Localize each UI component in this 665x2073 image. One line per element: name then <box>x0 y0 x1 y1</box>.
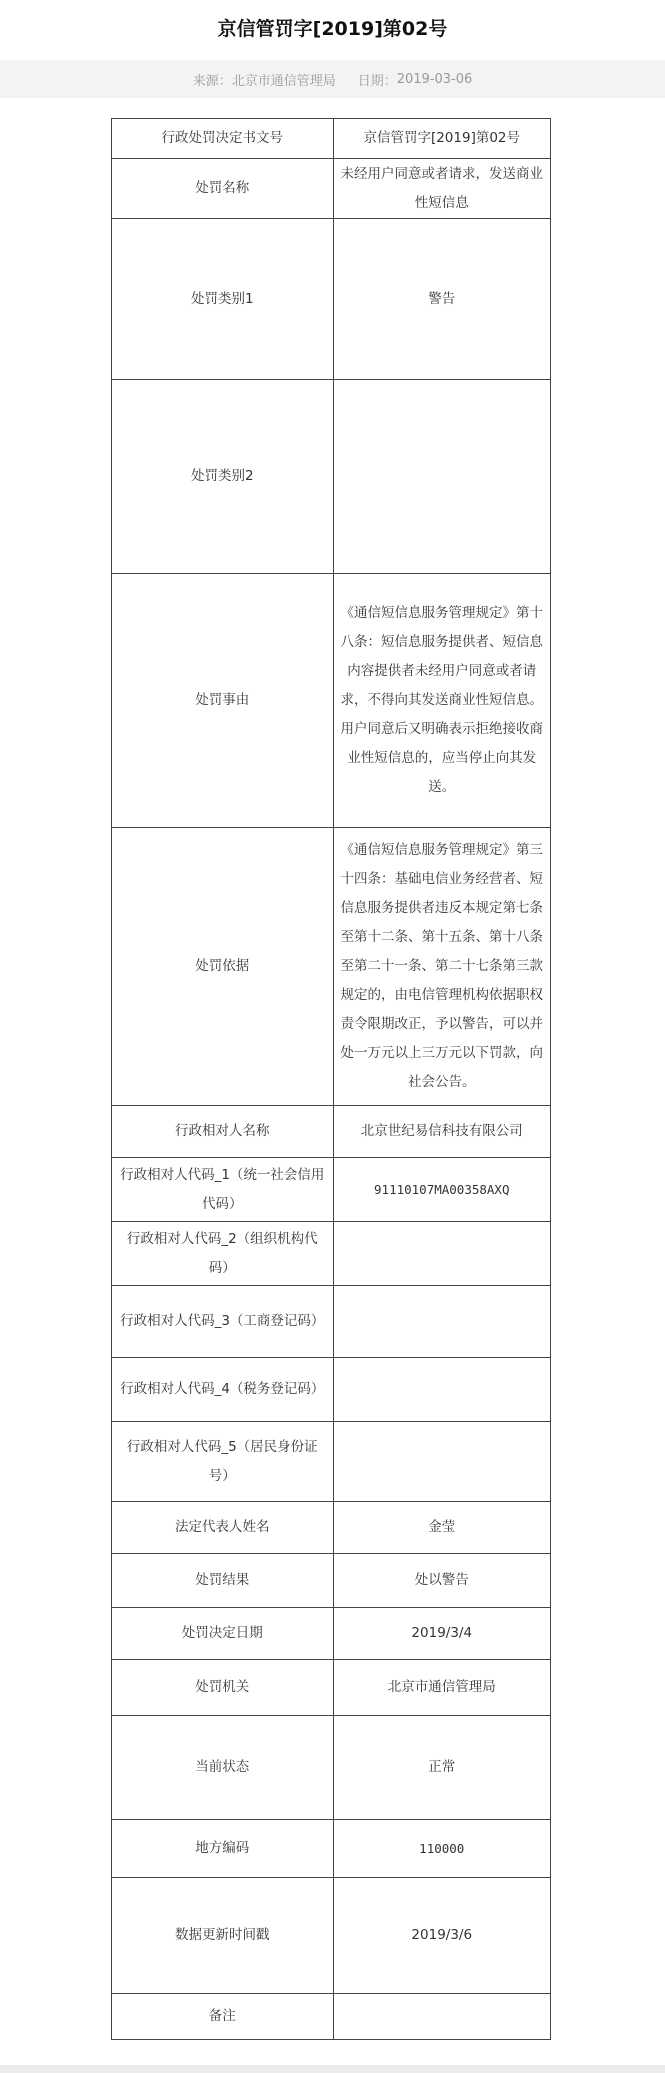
row-label: 处罚机关 <box>112 1660 334 1716</box>
row-label: 行政相对人代码_4（税务登记码） <box>112 1358 334 1422</box>
row-value: 北京市通信管理局 <box>333 1660 551 1716</box>
table-row <box>112 1660 551 1716</box>
row-label: 行政相对人名称 <box>112 1106 334 1158</box>
source-label: 来源： <box>192 73 232 89</box>
row-value: 警告 <box>333 219 551 380</box>
table-row <box>112 219 551 380</box>
table-row <box>112 119 551 159</box>
row-value: 北京世纪易信科技有限公司 <box>333 1106 551 1158</box>
footer-bar <box>0 2065 665 2073</box>
date-label: 日期： <box>357 73 397 89</box>
row-value <box>333 1994 551 2040</box>
row-value: 金莹 <box>333 1502 551 1554</box>
row-label: 备注 <box>112 1994 334 2040</box>
table-row <box>112 1994 551 2040</box>
source-value: 北京市通信管理局 <box>231 73 336 89</box>
penalty-table <box>111 118 551 2040</box>
row-label: 行政相对人代码_5（居民身份证号） <box>112 1422 334 1502</box>
row-label: 处罚结果 <box>112 1554 334 1608</box>
date-value: 2019-03-06 <box>396 71 473 87</box>
row-value: 正常 <box>333 1716 551 1820</box>
table-row <box>112 1502 551 1554</box>
row-label: 处罚类别1 <box>112 219 334 380</box>
row-value: 处以警告 <box>333 1554 551 1608</box>
row-value: 《通信短信息服务管理规定》第十八条：短信息服务提供者、短信息内容提供者未经用户同意或者请求，不得向其发送商业性短信息。用户同意后又明确表示拒绝接收商业性短信息的，应当停止向其发送。 <box>333 574 551 828</box>
row-value: 未经用户同意或者请求，发送商业性短信息 <box>333 159 551 219</box>
row-value: 2019/3/4 <box>333 1608 551 1660</box>
row-value: 2019/3/6 <box>333 1878 551 1994</box>
table-row <box>112 1158 551 1222</box>
row-label: 行政相对人代码_1（统一社会信用代码） <box>112 1158 334 1222</box>
row-label: 处罚类别2 <box>112 380 334 574</box>
table-row <box>112 1716 551 1820</box>
table-row <box>112 1608 551 1660</box>
row-label: 当前状态 <box>112 1716 334 1820</box>
table-row <box>112 1222 551 1286</box>
table-row <box>112 574 551 828</box>
row-value <box>333 1422 551 1502</box>
row-label: 地方编码 <box>112 1820 334 1878</box>
row-value <box>333 1222 551 1286</box>
row-label: 处罚事由 <box>112 574 334 828</box>
table-row <box>112 1820 551 1878</box>
table-row <box>112 828 551 1106</box>
row-label: 处罚依据 <box>112 828 334 1106</box>
article-meta <box>0 60 665 98</box>
row-value: 京信管罚字[2019]第02号 <box>333 119 551 159</box>
table-row <box>112 1106 551 1158</box>
row-value <box>333 1358 551 1422</box>
table-row <box>112 1878 551 1994</box>
row-value <box>333 1286 551 1358</box>
row-value: 《通信短信息服务管理规定》第三十四条：基础电信业务经营者、短信息服务提供者违反本规定第七条至第十二条、第十五条、第十八条至第二十一条、第二十七条第三款规定的，由电信管理机构依据职权责令限期改正，予以警告，可以并处一万元以上三万元以下罚款，向社会公告。 <box>333 828 551 1106</box>
row-label: 行政处罚决定书文号 <box>112 119 334 159</box>
row-value: 110000 <box>333 1820 551 1878</box>
page-title: 京信管罚字[2019]第02号 <box>217 18 448 40</box>
table-row <box>112 159 551 219</box>
row-label: 处罚决定日期 <box>112 1608 334 1660</box>
row-label: 行政相对人代码_3（工商登记码） <box>112 1286 334 1358</box>
row-value: 91110107MA00358AXQ <box>333 1158 551 1222</box>
row-label: 数据更新时间戳 <box>112 1878 334 1994</box>
row-label: 法定代表人姓名 <box>112 1502 334 1554</box>
row-label: 行政相对人代码_2（组织机构代码） <box>112 1222 334 1286</box>
row-value <box>333 380 551 574</box>
table-row <box>112 1554 551 1608</box>
table-row <box>112 1286 551 1358</box>
table-row <box>112 1422 551 1502</box>
row-label: 处罚名称 <box>112 159 334 219</box>
table-row <box>112 380 551 574</box>
table-row <box>112 1358 551 1422</box>
